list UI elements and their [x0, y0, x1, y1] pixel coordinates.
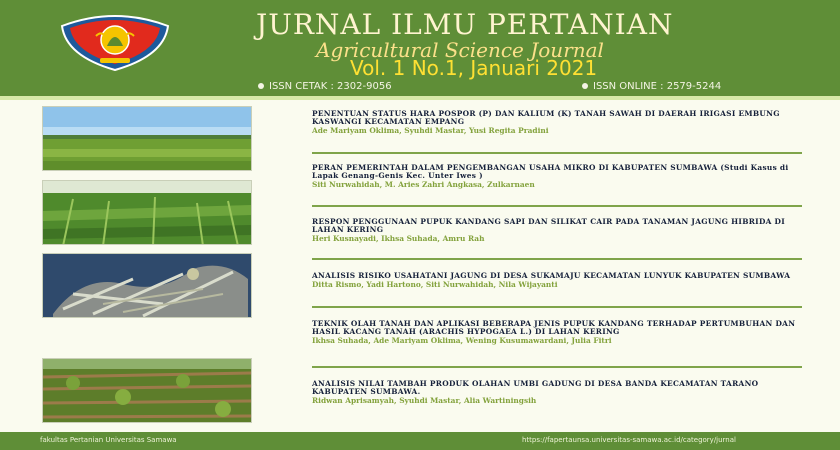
- article-authors: Ditta Rismo, Yadi Hartono, Siti Nurwahidah, Nila Wijayanti: [312, 280, 558, 290]
- article-authors: Heri Kusnayadi, Ikhsa Suhada, Amru Rah: [312, 234, 485, 244]
- bullet-icon: [258, 83, 264, 89]
- article-divider: [312, 152, 802, 154]
- article-title: RESPON PENGGUNAAN PUPUK KANDANG SAPI DAN SILIKAT CAIR PADA TANAMAN JAGUNG HIBRIDA DI LAHAN KERING: [312, 217, 786, 235]
- issn-online: [582, 81, 721, 92]
- article-title: TEKNIK OLAH TANAH DAN APLIKASI BEBERAPA JENIS PUPUK KANDANG TERHADAP PERTUMBUHAN DAN HASIL KACANG TANAH (ARACHIS HYPOGAEA L.) DI LAHAN KERING: [312, 319, 796, 337]
- article-authors: Ridwan Aprisamyah, Syuhdi Mastar, Alia Wartiningsih: [312, 396, 537, 406]
- article-title: ANALISIS NILAI TAMBAH PRODUK OLAHAN UMBI GADUNG DI DESA BANDA KECAMATAN TARANO KABUPATEN SUMBAWA.: [312, 379, 759, 397]
- issn-online-text: ISSN ONLINE : 2579-5244: [593, 81, 722, 92]
- header-divider: [0, 96, 840, 100]
- peanut-plants-photo: [42, 358, 252, 423]
- issn-print: [258, 81, 392, 92]
- article-authors: Siti Nurwahidah, M. Aries Zahri Angkasa, Zulkarnaen: [312, 180, 535, 190]
- volume-issue: Vol. 1 No.1, Januari 2021: [350, 56, 598, 80]
- issn-print-text: ISSN CETAK : 2302-9056: [269, 81, 392, 92]
- article-title: ANALISIS RISIKO USAHATANI JAGUNG DI DESA SUKAMAJU KECAMATAN LUNYUK KABUPATEN SUMBAWA: [312, 271, 791, 280]
- article-title: PERAN PEMERINTAH DALAM PENGEMBANGAN USAHA MIKRO DI KABUPATEN SUMBAWA (Studi Kasus di Lapak Genang-Genis Kec. Unter Iwes ): [312, 163, 789, 181]
- rice-field-photo: [42, 106, 252, 171]
- journal-title: JURNAL ILMU PERTANIAN: [256, 8, 674, 41]
- article-2[interactable]: [312, 164, 802, 189]
- journal-url-link[interactable]: https://fapertaunsa.universitas-samawa.ac.id/category/jurnal: [522, 436, 736, 444]
- article-3[interactable]: [312, 218, 802, 243]
- article-divider: [312, 366, 802, 368]
- cover-footer: [0, 432, 840, 450]
- article-4[interactable]: [312, 272, 802, 289]
- article-divider: [312, 258, 802, 260]
- journal-subtitle: Agricultural Science Journal: [316, 38, 604, 62]
- faculty-name: fakultas Pertanian Universitas Samawa: [40, 436, 177, 444]
- article-divider: [312, 306, 802, 308]
- article-5[interactable]: [312, 320, 802, 345]
- article-1[interactable]: [312, 110, 802, 135]
- article-authors: Ade Mariyam Oklima, Syuhdi Mastar, Yusi Regita Pradini: [312, 126, 549, 136]
- article-divider: [312, 205, 802, 207]
- harvested-corn-photo: [42, 253, 252, 318]
- university-crest-logo: [56, 12, 174, 72]
- crop-field-photo: [42, 180, 252, 245]
- bullet-icon: [582, 83, 588, 89]
- article-title: PENENTUAN STATUS HARA POSPOR (P) DAN KALIUM (K) TANAH SAWAH DI DAERAH IRIGASI EMBUNG KASWANGI KECAMATAN EMPANG: [312, 109, 780, 127]
- article-authors: Ikhsa Suhada, Ade Mariyam Oklima, Wening Kusumawardani, Julia Fitri: [312, 336, 612, 346]
- article-6[interactable]: [312, 380, 802, 405]
